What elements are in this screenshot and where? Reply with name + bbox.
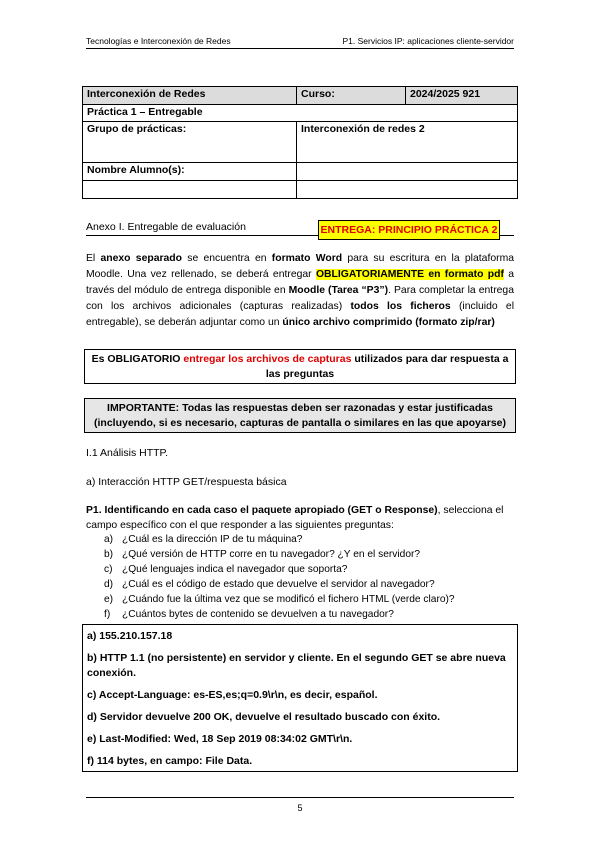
alumno-label-cell: Nombre Alumno(s):: [83, 163, 297, 181]
alumno-value-cell[interactable]: [297, 163, 518, 181]
list-item: c) ¿Qué lenguajes indica el navegador que soporta?: [104, 564, 348, 575]
instructions-paragraph: El anexo separado se encuentra en formato Word para su escritura en la plataforma Moodle. Una vez rellenado, se deberá entregar OBLIGATORIAMENTE en formato pdf a través del módulo de entrega disponible en Moodle (Tarea “P3”). Para completar la entrega con los archivos adicionales (capturas realizadas) todos los ficheros (incluido el entregable), se deberán adjuntar como un único archivo comprimido (formato zip/rar): [86, 253, 515, 328]
page-number: 5: [297, 803, 303, 813]
answer-a: a) 155.210.157.18: [87, 630, 173, 642]
footer-rule: [86, 797, 514, 798]
page-header: [86, 36, 514, 46]
header-rule: [86, 48, 514, 49]
answers-box: [82, 624, 518, 772]
answer-f: f) 114 bytes, en campo: File Data.: [87, 755, 253, 767]
list-item: a) ¿Cuál es la dirección IP de tu máquina?: [104, 534, 303, 545]
question-list: [104, 532, 455, 622]
grupo-value-cell: Interconexión de redes 2: [297, 122, 518, 163]
info-table: [82, 86, 518, 199]
header-course: Tecnologías e Interconexión de Redes: [86, 36, 231, 46]
p1-question: P1. Identificando en cada caso el paquete apropiado (GET o Response), selecciona el campo específico con el que responder a las siguientes preguntas:: [86, 505, 504, 531]
list-item: e) ¿Cuándo fue la última vez que se modificó el fichero HTML (verde claro)?: [104, 594, 455, 605]
entrega-badge: ENTREGA: PRINCIPIO PRÁCTICA 2: [318, 220, 500, 240]
annex-title: Anexo I. Entregable de evaluación: [86, 221, 246, 233]
list-item: b) ¿Qué versión de HTTP corre en tu navegador? ¿Y en el servidor?: [104, 549, 421, 560]
practica-cell: Práctica 1 – Entregable: [83, 105, 518, 122]
alumno-extra-value-cell[interactable]: [297, 181, 518, 199]
obligatorio-notice: Es OBLIGATORIO entregar los archivos de capturas utilizados para dar respuesta a las preguntas: [84, 349, 516, 384]
list-item: f) ¿Cuántos bytes de contenido se devuelven a tu navegador?: [104, 609, 394, 620]
answer-c: c) Accept-Language: es-ES,es;q=0.9\r\n, es decir, español.: [87, 689, 378, 701]
course-name-cell: Interconexión de Redes: [83, 87, 297, 105]
subsection-heading: a) Interacción HTTP GET/respuesta básica: [86, 476, 287, 488]
answer-b: b) HTTP 1.1 (no persistente) en servidor y cliente. En el segundo GET se abre nueva conexión.: [87, 652, 506, 679]
list-item: d) ¿Cuál es el código de estado que devuelve el servidor al navegador?: [104, 579, 435, 590]
grupo-label-cell: Grupo de prácticas:: [83, 122, 297, 163]
answer-e: e) Last-Modified: Wed, 18 Sep 2019 08:34:02 GMT\r\n.: [87, 733, 353, 745]
curso-label-cell: Curso:: [297, 87, 406, 105]
header-practice: P1. Servicios IP: aplicaciones cliente-servidor: [342, 36, 514, 46]
alumno-extra-cell: [83, 181, 297, 199]
section-heading: I.1 Análisis HTTP.: [86, 447, 169, 459]
curso-value-cell: 2024/2025 921: [406, 87, 518, 105]
importante-notice: IMPORTANTE: Todas las respuestas deben ser razonadas y estar justificadas (incluyendo, si es necesario, capturas de pantalla o similares en las que apoyarse): [84, 398, 516, 433]
answer-d: d) Servidor devuelve 200 OK, devuelve el resultado buscado con éxito.: [87, 711, 441, 723]
